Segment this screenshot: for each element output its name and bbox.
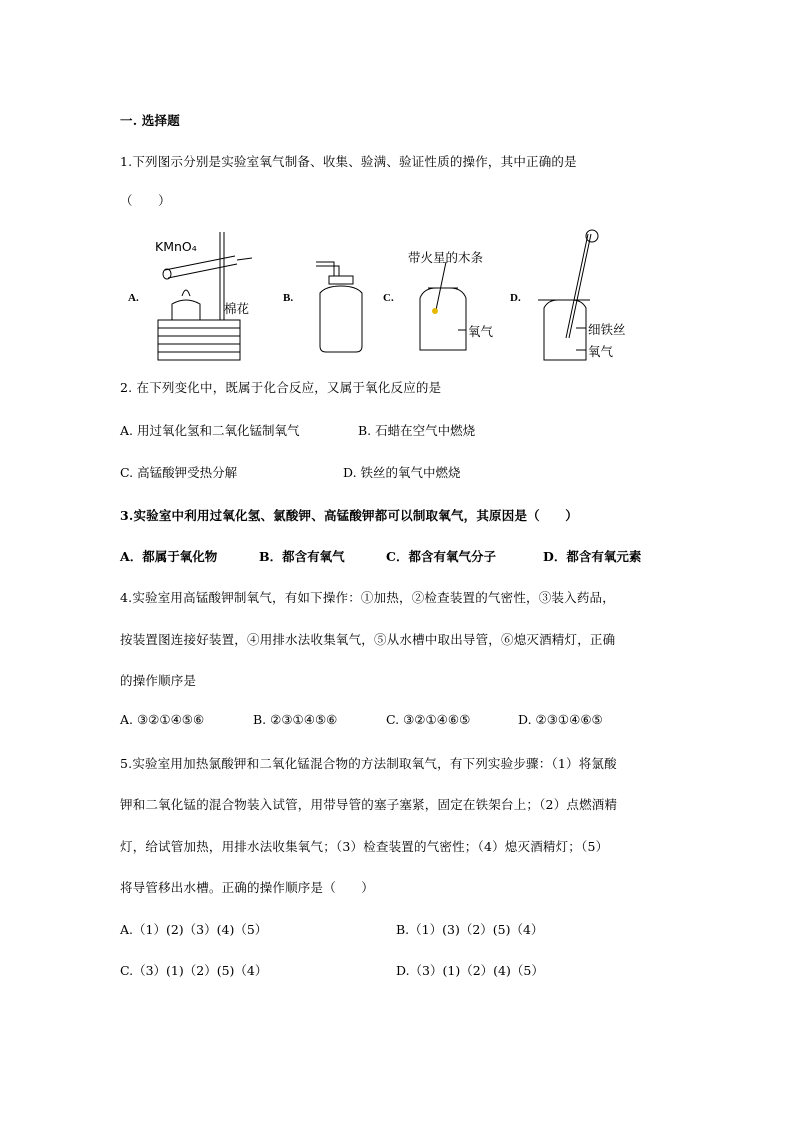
- question-5-option-b: B.（1）(3)（2）(5)（4）: [396, 922, 544, 937]
- question-3-option-b: B．都含有氧气: [259, 549, 345, 564]
- question-2-option-d: D. 铁丝的氧气中燃烧: [343, 465, 461, 480]
- question-5-option-a: A.（1）(2)（3）(4)（5）: [120, 922, 268, 937]
- question-1-figure: [120, 228, 680, 368]
- question-1-paren: （ ）: [120, 193, 171, 208]
- section-title: 一. 选择题: [120, 113, 180, 128]
- cotton-label: 棉花: [224, 301, 250, 316]
- question-4-option-a: A. ③②①④⑤⑥: [120, 712, 205, 727]
- figure-label-c: C.: [383, 292, 394, 304]
- question-2-option-c: C. 高锰酸钾受热分解: [120, 465, 238, 480]
- figure-label-d: D.: [510, 292, 521, 304]
- question-2-option-b: B. 石蜡在空气中燃烧: [358, 423, 476, 438]
- figure-label-b: B.: [283, 292, 294, 304]
- oxygen-label-c: 氧气: [468, 324, 494, 339]
- question-4-option-c: C. ③②①④⑥⑤: [386, 712, 471, 727]
- question-4-option-d: D. ②③①④⑥⑤: [518, 712, 603, 727]
- question-2-stem: 2. 在下列变化中，既属于化合反应，又属于氧化反应的是: [120, 380, 442, 395]
- question-2-option-a: A. 用过氧化氢和二氧化锰制氧气: [120, 423, 300, 438]
- question-5-option-d: D.（3）(1)（2）(4)（5）: [396, 963, 544, 978]
- splint-label: 带火星的木条: [408, 250, 484, 265]
- question-1-stem: 1.下列图示分别是实验室氧气制备、收集、验满、验证性质的操作，其中正确的是: [120, 154, 577, 169]
- question-5-option-c: C.（3）(1)（2）(5)（4）: [120, 963, 268, 978]
- kmno4-label: KMnO₄: [155, 239, 197, 254]
- question-4-option-b: B. ②③①④⑤⑥: [253, 712, 338, 727]
- figure-label-a: A.: [128, 292, 139, 304]
- question-3-option-a: A．都属于氧化物: [120, 549, 218, 564]
- question-5-line-4: 将导管移出水槽。正确的操作顺序是（ ）: [120, 880, 375, 895]
- question-4-line-3: 的操作顺序是: [120, 673, 197, 688]
- question-4-line-1: 4.实验室用高锰酸钾制氧气，有如下操作：①加热，②检查装置的气密性，③装入药品，: [120, 590, 615, 605]
- question-5-line-1: 5.实验室用加热氯酸钾和二氧化锰混合物的方法制取氧气，有下列实验步骤：（1）将氯酸: [120, 756, 617, 771]
- question-4-line-2: 按装置图连接好装置，④用排水法收集氧气，⑤从水槽中取出导管，⑥熄灭酒精灯，正确: [120, 632, 616, 647]
- question-3-stem: 3.实验室中利用过氧化氢、氯酸钾、高锰酸钾都可以制取氧气，其原因是（ ）: [120, 508, 578, 523]
- question-5-line-3: 灯，给试管加热，用排水法收集氧气；（3）检查装置的气密性；（4）熄灭酒精灯；（5）: [120, 839, 609, 854]
- oxygen-label-d: 氧气: [588, 344, 614, 359]
- question-5-line-2: 钾和二氧化锰的混合物装入试管，用带导管的塞子塞紧，固定在铁架台上；（2）点燃酒精: [120, 797, 618, 812]
- question-3-option-c: C．都含有氧气分子: [386, 549, 496, 564]
- iron-wire-label: 细铁丝: [588, 322, 626, 337]
- question-3-option-d: D．都含有氧元素: [543, 549, 642, 564]
